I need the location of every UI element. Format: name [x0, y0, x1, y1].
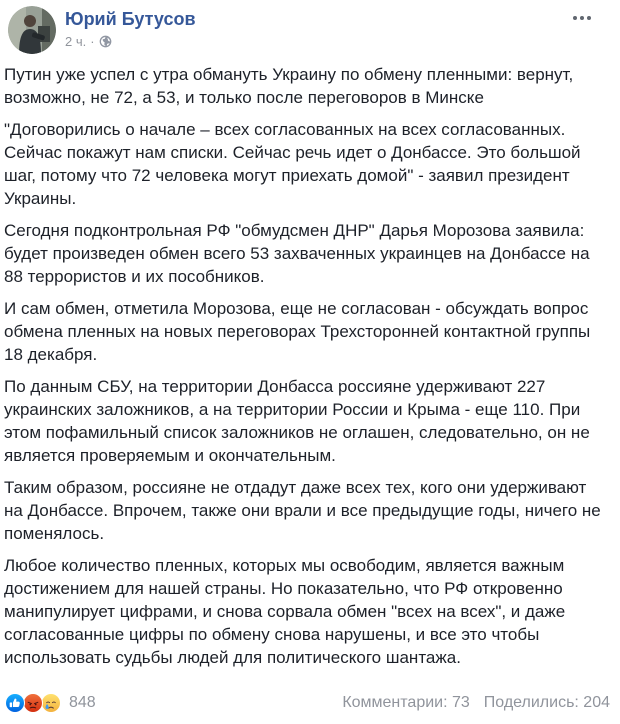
post-paragraph: Путин уже успел с утра обмануть Украину по обмену пленными: вернут, возможно, не 72, а 53, и только после переговоров в Минске	[4, 65, 574, 107]
header-meta	[65, 6, 196, 58]
author-name[interactable]: Юрий Бутусов	[65, 9, 196, 29]
post-subline	[65, 34, 196, 49]
like-reaction-icon	[5, 693, 25, 713]
post-paragraph: "Договорились о начале – всех согласованных на всех согласованных. Сейчас покажут нам списки. Сейчас речь идет о Донбассе. Это большой шаг, потому что 72 человека могут приехать домой" - заявил президент Украины.	[4, 120, 581, 208]
sad-reaction-icon	[41, 693, 61, 713]
post-paragraph: Любое количество пленных, которых мы освободим, является важным достижением для нашей страны. Но показательно, что РФ откровенно манипулирует цифрами, и снова сорвала обмен "всех на всех", и даже согласованные цифры по обмену снова нарушены, и все это чтобы использовать судьбы людей для политического шантажа.	[4, 556, 566, 667]
dot-separator: ·	[90, 34, 95, 49]
post-body	[4, 63, 604, 678]
engagement-stats	[342, 694, 610, 712]
reactions-summary[interactable]	[5, 693, 96, 713]
reaction-count[interactable]: 848	[69, 694, 96, 711]
ellipsis-dot	[580, 16, 584, 20]
post-header	[8, 6, 612, 58]
timestamp[interactable]: 2 ч.	[65, 34, 87, 49]
ellipsis-dot	[587, 16, 591, 20]
post-paragraph: По данным СБУ, на территории Донбасса россияне удерживают 227 украинских заложников, а на территории России и Крыма - еще 110. При этом пофамильный список заложников не оглашен, следовательно, он не является проверяемым и окончательным.	[4, 377, 590, 465]
avatar-photo	[8, 6, 56, 54]
ellipsis-dot	[573, 16, 577, 20]
post-footer	[5, 690, 610, 716]
angry-reaction-icon	[23, 693, 43, 713]
post-paragraph: Сегодня подконтрольная РФ "обмудсмен ДНР" Дарья Морозова заявила: будет произведен обмен всего 53 захваченных украинцев на Донбассе на 88 террористов и их пособников.	[4, 221, 590, 286]
avatar[interactable]	[8, 6, 56, 54]
comments-count[interactable]: Комментарии: 73	[342, 694, 470, 711]
post-menu-button[interactable]	[570, 13, 594, 23]
globe-icon	[99, 35, 112, 48]
shares-count[interactable]: Поделились: 204	[483, 694, 610, 711]
post-paragraph: Таким образом, россияне не отдадут даже всех тех, кого они удерживают на Донбассе. Впрочем, также они врали и все предыдущие годы, ничего не поменялось.	[4, 478, 601, 543]
post-paragraph: И сам обмен, отметила Морозова, еще не согласован - обсуждать вопрос обмена пленных на новых переговорах Трехсторонней контактной группы 18 декабря.	[4, 299, 591, 364]
